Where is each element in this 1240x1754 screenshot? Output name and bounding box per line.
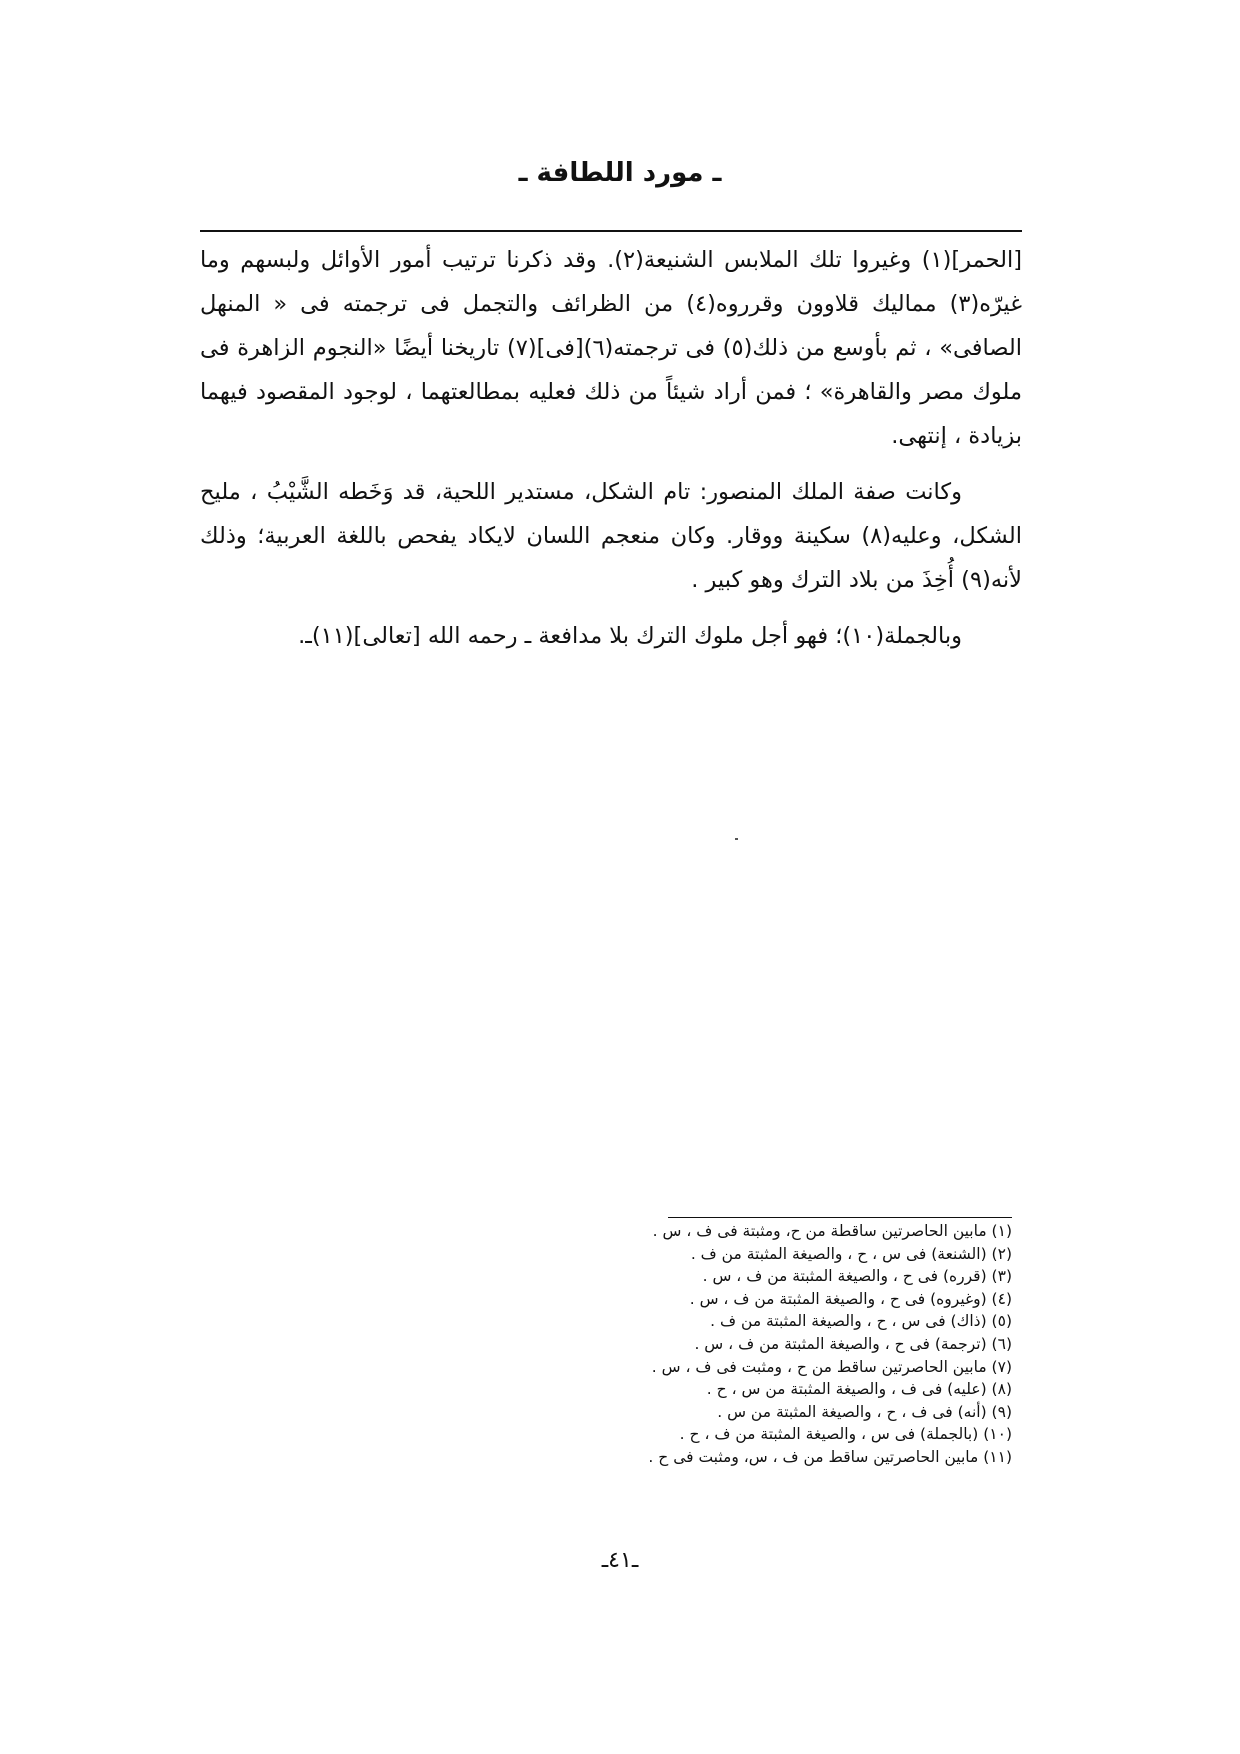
paragraph: وبالجملة(١٠)؛ فهو أجل ملوك الترك بلا مدافعة ـ رحمه الله [تعالى](١١)ـ. bbox=[298, 623, 962, 649]
footnote: (٨) (عليه) فى ف ، والصيغة المثبتة من س ، ح . bbox=[706, 1380, 1012, 1399]
footnote: (٩) (أنه) فى ف ، ح ، والصيغة المثبتة من س . bbox=[717, 1402, 1012, 1421]
header-rule bbox=[200, 230, 1022, 232]
scan-speck bbox=[735, 838, 738, 840]
footnote: (٥) (ذاك) فى س ، ح ، والصيغة المثبتة من ف . bbox=[710, 1312, 1012, 1331]
paragraph: [الحمر](١) وغيروا تلك الملابس الشنيعة(٢). وقد ذكرنا ترتيب أمور الأوائل ولبسهم وما غيرّه(٣) مماليك قلاوون وقرروه(٤) من الظرائف والتجمل فى ترجمته فى « المنهل الصافى» ، ثم بأوسع من ذلك(٥) فى ترجمته(٦)[فى](٧) تاريخنا أيضًا «النجوم الزاهرة فى ملوك مصر والقاهرة» ؛ فمن أراد شيئاً من ذلك فعليه بمطالعتهما ، لوجود المقصود فيهما بزيادة ، إنتهى. bbox=[200, 247, 1022, 449]
page-number: ـ٤١ـ bbox=[601, 1548, 639, 1573]
footnote: (٣) (قرره) فى ح ، والصيغة المثبتة من ف ، س . bbox=[702, 1267, 1012, 1286]
footnote: (١٠) (بالجملة) فى س ، والصيغة المثبتة من ف ، ح . bbox=[679, 1425, 1012, 1444]
running-header: ـ مورد اللطافة ـ bbox=[518, 158, 722, 188]
footnote: (٤) (وغيروه) فى ح ، والصيغة المثبتة من ف ، س . bbox=[689, 1289, 1012, 1308]
footnote: (٢) (الشنعة) فى س ، ح ، والصيغة المثبتة من ف . bbox=[690, 1244, 1012, 1263]
footnote: (١١) مابين الحاصرتين ساقط من ف ، س، ومثبت فى ح . bbox=[648, 1447, 1012, 1466]
main-text bbox=[200, 238, 1022, 670]
paragraph: وكانت صفة الملك المنصور: تام الشكل، مستدير اللحية، قد وَخَطه الشَّيْبُ ، مليح الشكل، وعليه(٨) سكينة ووقار. وكان منعجم اللسان لايكاد يفحص باللغة العربية؛ وذلك لأنه(٩) أُخِذَ من بلاد الترك وهو كبير . bbox=[200, 479, 1022, 593]
footnote: (٦) (ترجمة) فى ح ، والصيغة المثبتة من ف ، س . bbox=[694, 1334, 1012, 1353]
footnote: (١) مابين الحاصرتين ساقطة من ح، ومثبتة فى ف ، س . bbox=[652, 1222, 1012, 1240]
footnote-rule bbox=[668, 1217, 1012, 1218]
footnote: (٧) مابين الحاصرتين ساقط من ح ، ومثبت فى ف ، س . bbox=[651, 1357, 1012, 1376]
footnotes bbox=[492, 1220, 1012, 1469]
